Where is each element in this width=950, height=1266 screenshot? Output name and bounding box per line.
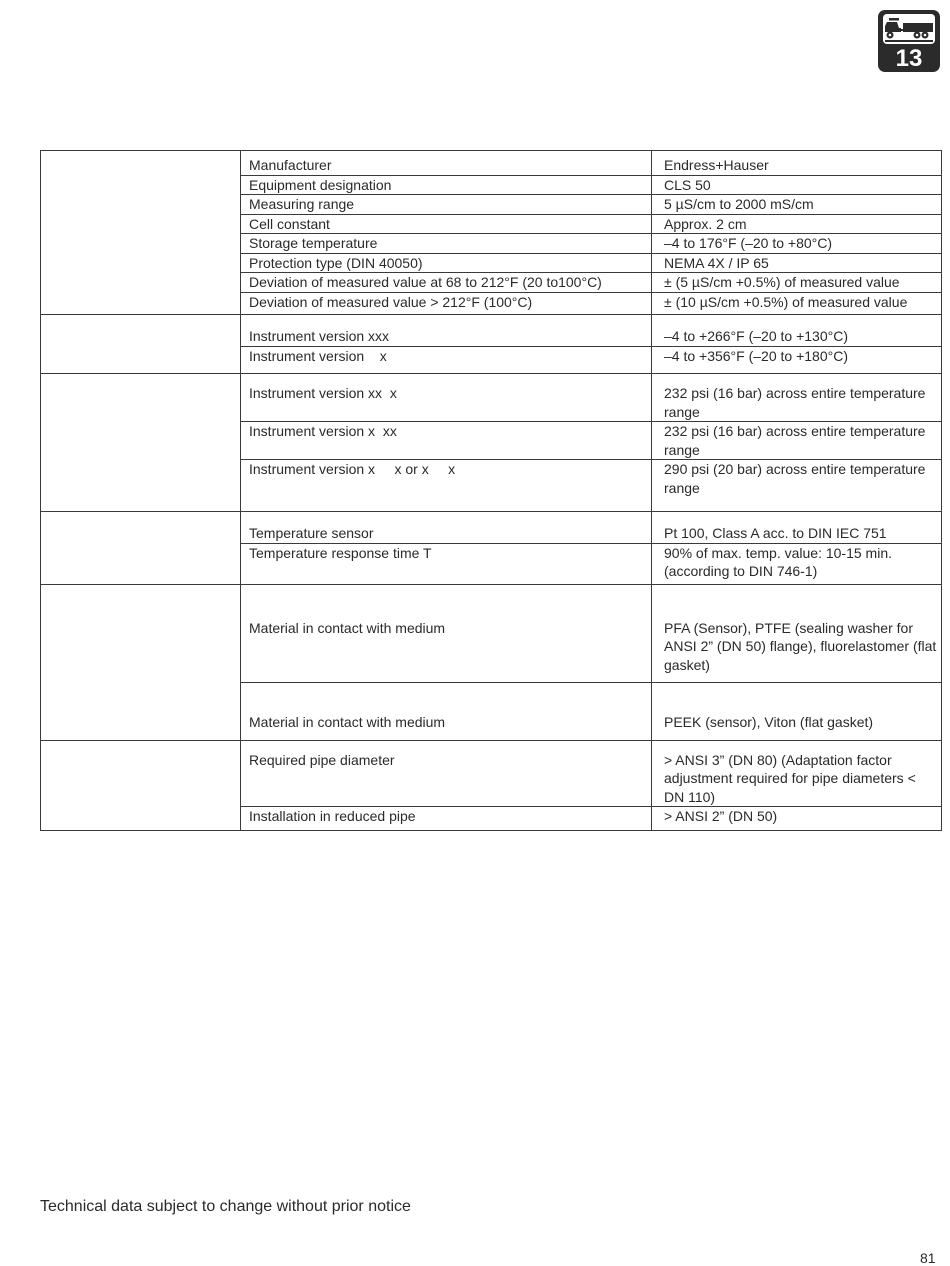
row-value: ± (10 µS/cm +0.5%) of measured value (652, 292, 942, 315)
row-value: –4 to +266°F (–20 to +130°C) (652, 315, 942, 347)
row-value: –4 to +356°F (–20 to +180°C) (652, 346, 942, 374)
row-label: Cell constant (241, 214, 652, 234)
row-label: Deviation of measured value > 212°F (100°C) (241, 292, 652, 315)
row-label: Equipment designation (241, 175, 652, 195)
row-value: PEEK (sensor), Viton (flat gasket) (652, 683, 942, 741)
table-row (41, 740, 942, 807)
row-label: Instrument version xx x (241, 374, 652, 422)
row-label: Instrument version xxx (241, 315, 652, 347)
row-label: Temperature response time T (241, 543, 652, 584)
row-label: Instrument version x xx (241, 422, 652, 460)
row-label: Material in contact with medium (241, 584, 652, 683)
group-label-cell (41, 740, 241, 830)
row-value: 232 psi (16 bar) across entire temperature range (652, 422, 942, 460)
row-value: Approx. 2 cm (652, 214, 942, 234)
table-row (41, 584, 942, 683)
group-label-cell (41, 584, 241, 740)
row-label: Required pipe diameter (241, 740, 652, 807)
row-label: Instrument version x (241, 346, 652, 374)
row-value: –4 to 176°F (–20 to +80°C) (652, 234, 942, 254)
row-value: ± (5 µS/cm +0.5%) of measured value (652, 273, 942, 293)
table-row (41, 512, 942, 544)
row-label: Temperature sensor (241, 512, 652, 544)
row-label: Storage temperature (241, 234, 652, 254)
page-number: 81 (920, 1250, 936, 1266)
row-label: Deviation of measured value at 68 to 212°F (20 to100°C) (241, 273, 652, 293)
technical-data-table (40, 150, 942, 831)
group-label-cell (41, 512, 241, 585)
row-value: Pt 100, Class A acc. to DIN IEC 751 (652, 512, 942, 544)
chapter-number: 13 (895, 45, 923, 72)
table-row (41, 315, 942, 347)
row-value: 5 µS/cm to 2000 mS/cm (652, 195, 942, 215)
row-label: Material in contact with medium (241, 683, 652, 741)
row-value: NEMA 4X / IP 65 (652, 253, 942, 273)
chapter-badge (878, 10, 940, 72)
tractor-trailer-icon (883, 14, 935, 44)
row-value: Endress+Hauser (652, 151, 942, 176)
row-label: Instrument version x x or x x (241, 460, 652, 512)
row-label: Protection type (DIN 40050) (241, 253, 652, 273)
row-value: 90% of max. temp. value: 10-15 min. (according to DIN 746-1) (652, 543, 942, 584)
row-value: CLS 50 (652, 175, 942, 195)
row-value: > ANSI 3” (DN 80) (Adaptation factor adjustment required for pipe diameters < DN 110) (652, 740, 942, 807)
table-row (41, 374, 942, 422)
group-label-cell (41, 374, 241, 512)
group-label-cell (41, 151, 241, 315)
row-value: 290 psi (20 bar) across entire temperature range (652, 460, 942, 512)
row-value: 232 psi (16 bar) across entire temperature range (652, 374, 942, 422)
disclaimer-note: Technical data subject to change without prior notice (40, 1198, 411, 1215)
group-label-cell (41, 315, 241, 374)
row-label: Installation in reduced pipe (241, 807, 652, 831)
row-value: > ANSI 2” (DN 50) (652, 807, 942, 831)
row-label: Manufacturer (241, 151, 652, 176)
row-value: PFA (Sensor), PTFE (sealing washer for ANSI 2” (DN 50) flange), fluorelastomer (flat gasket) (652, 584, 942, 683)
row-label: Measuring range (241, 195, 652, 215)
table-row (41, 151, 942, 176)
